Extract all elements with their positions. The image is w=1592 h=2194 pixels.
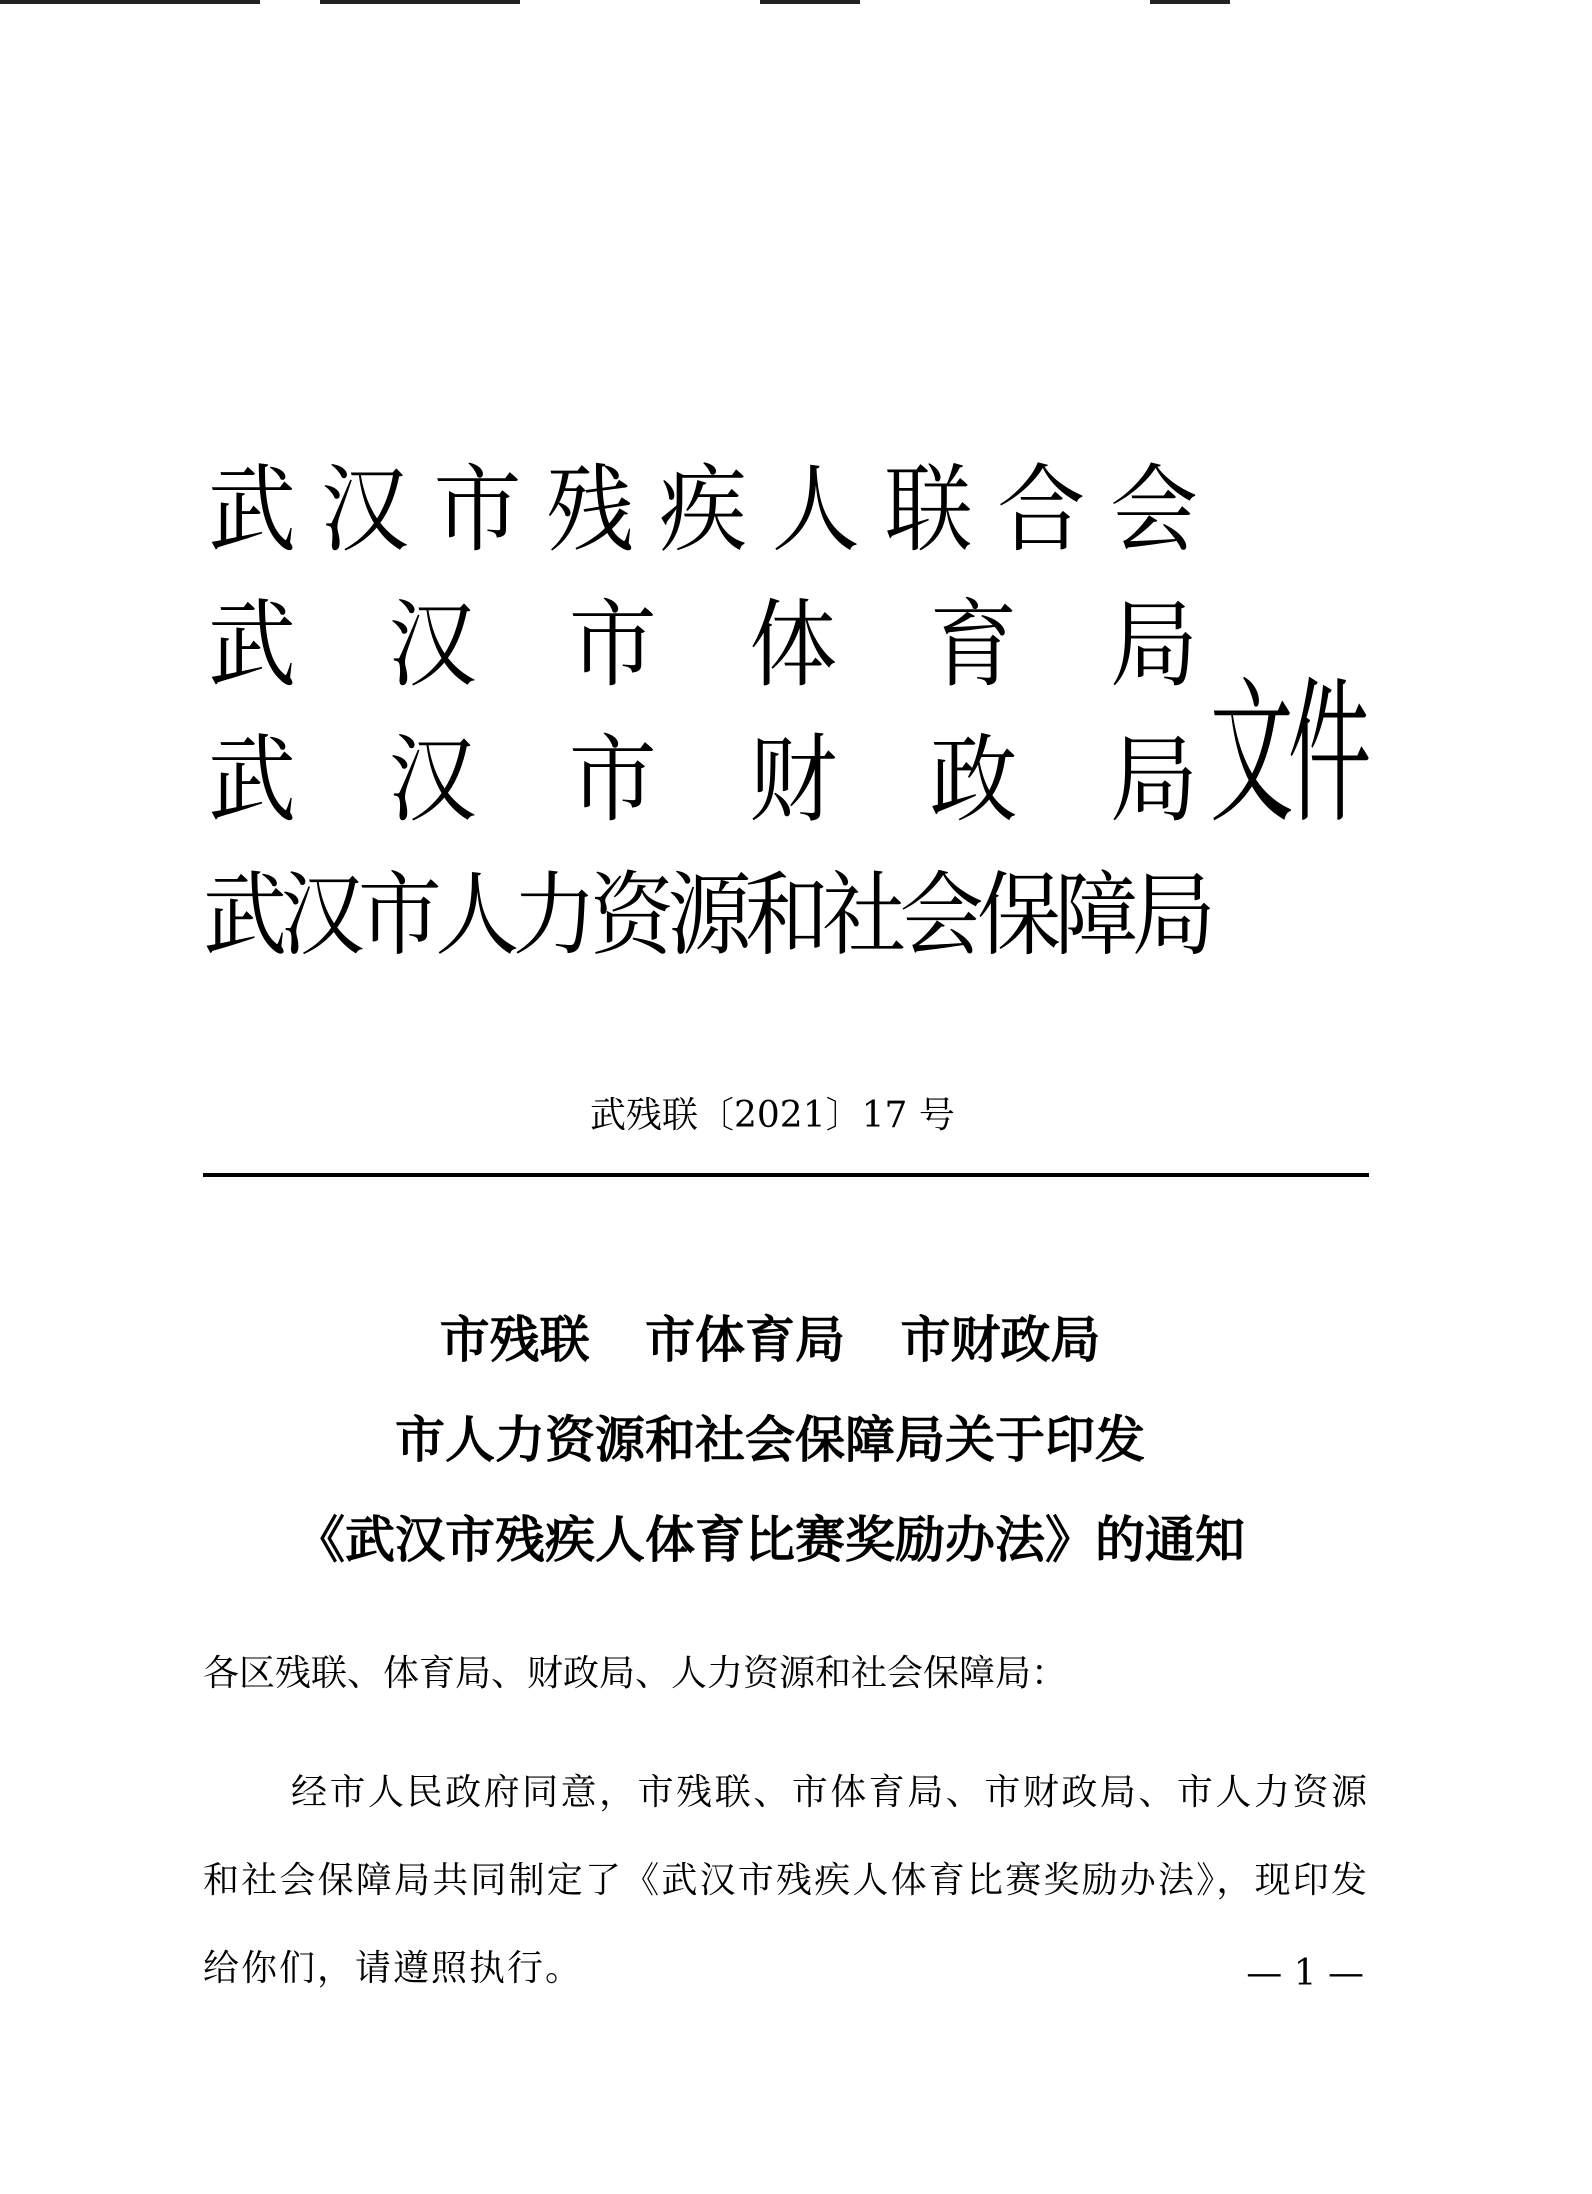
issuer-character: 财 (749, 723, 838, 836)
issuer-line (203, 844, 1216, 987)
issuer-character: 市 (433, 453, 522, 566)
issuer-character: 市 (568, 723, 657, 836)
issuer-character: 市 (357, 862, 442, 968)
issuer-character: 市 (568, 588, 657, 701)
issuing-authorities (203, 444, 1216, 984)
issuer-character: 合 (997, 453, 1086, 566)
title-line: 市残联 市体育局 市财政局 (439, 1311, 1101, 1369)
header-divider (203, 1173, 1369, 1177)
issuer-character: 残 (546, 453, 635, 566)
issuer-character: 汉 (280, 862, 365, 968)
scan-edge-artifact (0, 0, 1592, 4)
issuer-character: 武 (203, 862, 288, 968)
issuer-character: 会 (899, 862, 984, 968)
issuer-character: 体 (749, 588, 838, 701)
issuer-character: 人 (771, 453, 860, 566)
issuer-character: 局 (1109, 588, 1198, 701)
addressee: 各区残联、体育局、财政局、人力资源和社会保障局： (203, 1653, 1068, 1694)
issuer-line (203, 574, 1203, 717)
issuer-character: 汉 (320, 453, 409, 566)
issuer-character: 源 (667, 862, 752, 968)
page-number: — 1 — (1246, 1953, 1364, 1994)
issuer-line (203, 439, 1203, 582)
issuer-character: 疾 (658, 453, 747, 566)
issuer-line (203, 709, 1203, 852)
title-line: 市人力资源和社会保障局关于印发 (395, 1411, 1145, 1469)
issuer-character: 障 (1054, 862, 1139, 968)
issuer-character: 政 (929, 723, 1018, 836)
issuer-character: 会 (1109, 453, 1198, 566)
issuer-character: 局 (1131, 862, 1216, 968)
issuer-character: 人 (435, 862, 520, 968)
body-paragraph: 经市人民政府同意，市残联、市体育局、市财政局、市人力资源和社会保障局共同制定了《武汉市残疾人体育比赛奖励办法》，现印发给你们，请遵照执行。 (203, 1772, 1369, 1989)
issuer-character: 联 (884, 453, 973, 566)
issuer-character: 资 (590, 862, 675, 968)
document-number: 武残联〔2021〕17 号 (590, 1095, 955, 1136)
notice-title (230, 1290, 1310, 1590)
issuer-character: 和 (744, 862, 829, 968)
document-header-suffix: 文件 (1210, 663, 1366, 846)
title-line: 《武汉市残疾人体育比赛奖励办法》的通知 (295, 1511, 1245, 1569)
issuer-character: 力 (512, 862, 597, 968)
issuer-character: 武 (207, 453, 296, 566)
issuer-character: 社 (822, 862, 907, 968)
issuer-character: 汉 (388, 723, 477, 836)
issuer-character: 武 (207, 588, 296, 701)
issuer-character: 汉 (388, 588, 477, 701)
issuer-character: 武 (207, 723, 296, 836)
issuer-character: 局 (1109, 723, 1198, 836)
issuer-character: 育 (929, 588, 1018, 701)
issuer-character: 保 (977, 862, 1062, 968)
